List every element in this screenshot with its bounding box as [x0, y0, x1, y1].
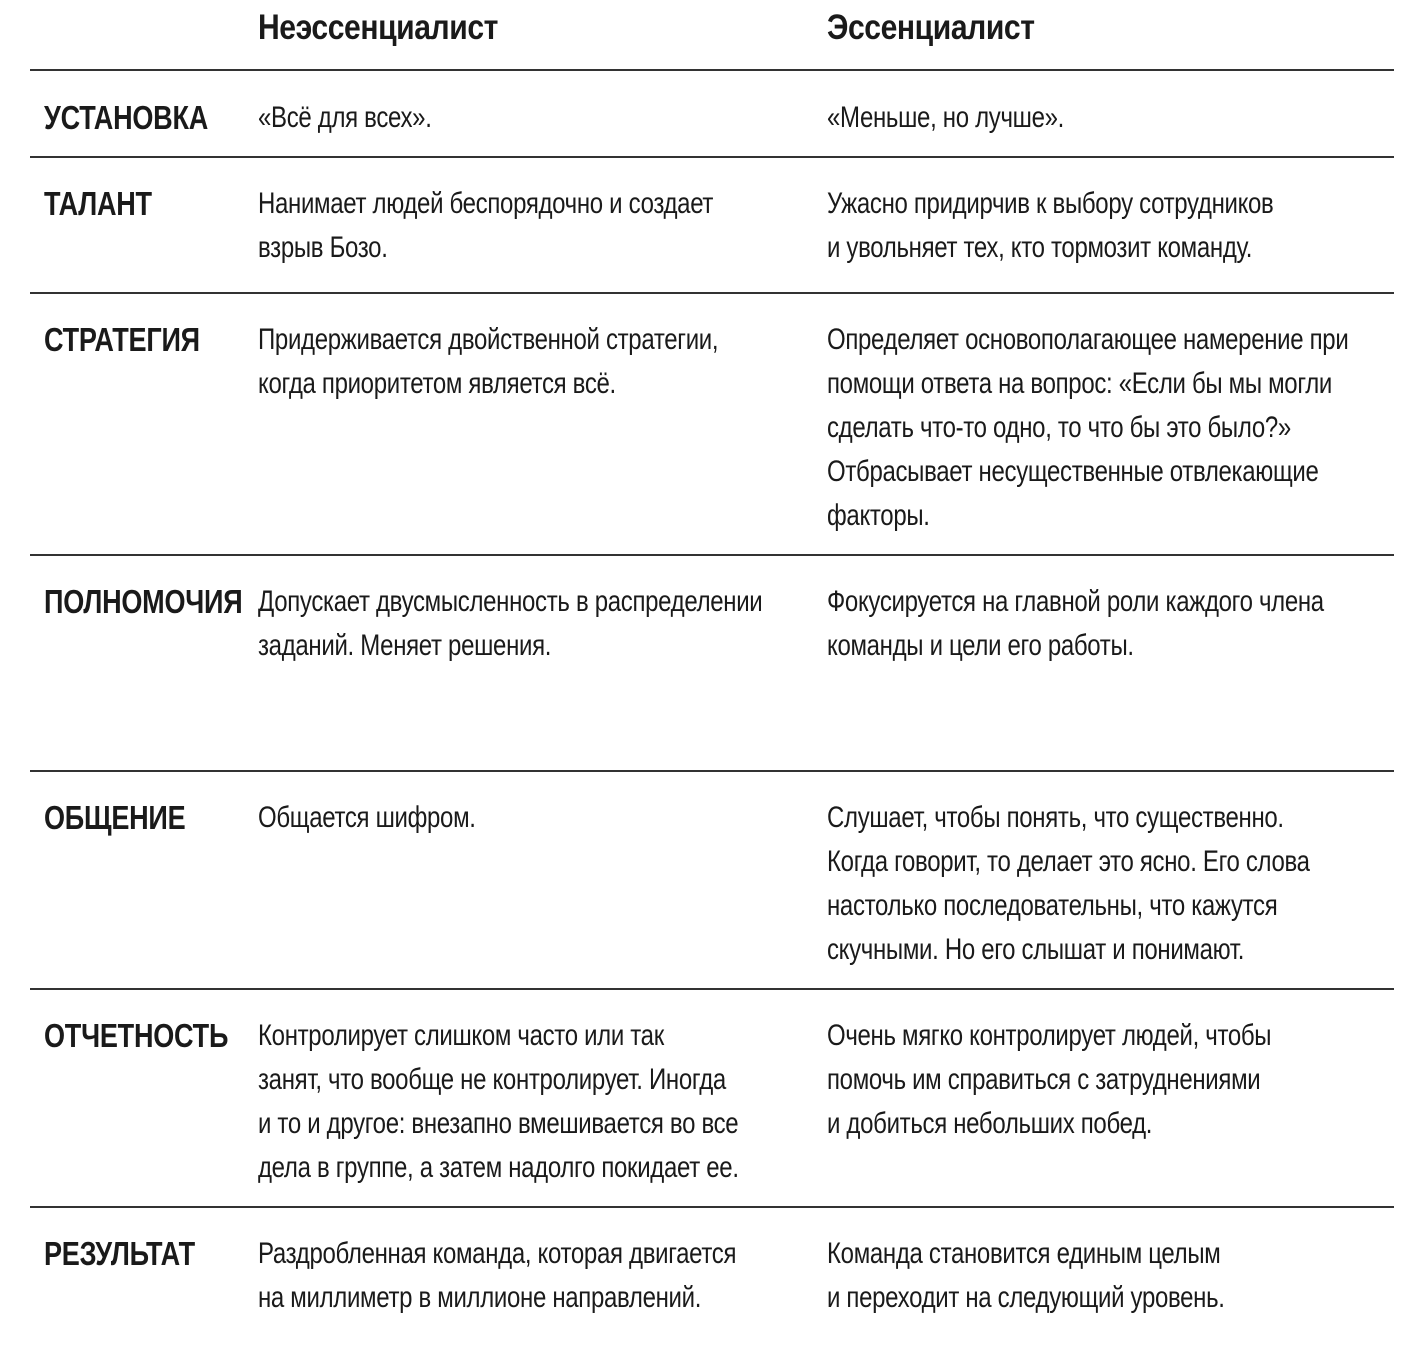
cell-nonessentialist-accountability: [258, 1014, 739, 1190]
text-line: скучными. Но его слышат и понимают.: [827, 933, 1245, 966]
text-line: команды и цели его работы.: [827, 629, 1134, 662]
cell-essentialist-empowerment: [827, 580, 1324, 668]
text-line: Ужасно придирчив к выбору сотрудников: [827, 187, 1274, 220]
row-label-result: РЕЗУЛЬТАТ: [44, 1235, 195, 1272]
cell-essentialist-communication: [827, 796, 1310, 972]
text-line: Фокусируется на главной роли каждого члена: [827, 585, 1324, 618]
cell-nonessentialist-communication: [258, 796, 476, 840]
divider: [30, 292, 1394, 294]
divider: [30, 554, 1394, 556]
divider: [30, 770, 1394, 772]
text-line: Определяет основополагающее намерение при: [827, 323, 1349, 356]
text-line: помощи ответа на вопрос: «Если бы мы могли: [827, 367, 1333, 400]
cell-nonessentialist-mindset: [258, 96, 432, 140]
row-label-empowerment: ПОЛНОМОЧИЯ: [44, 583, 243, 620]
row-label-strategy: СТРАТЕГИЯ: [44, 321, 200, 358]
divider: [30, 988, 1394, 990]
row-label-mindset: УСТАНОВКА: [44, 99, 209, 136]
text-line: когда приоритетом является всё.: [258, 367, 616, 400]
text-line: заданий. Меняет решения.: [258, 629, 552, 662]
text-line: и переходит на следующий уровень.: [827, 1281, 1225, 1314]
cell-essentialist-result: [827, 1232, 1225, 1320]
text-line: и добиться небольших побед.: [827, 1107, 1153, 1140]
cell-nonessentialist-empowerment: [258, 580, 762, 668]
divider: [30, 1206, 1394, 1208]
text-line: Слушает, чтобы понять, что существенно.: [827, 801, 1284, 834]
text-line: факторы.: [827, 499, 930, 532]
cell-nonessentialist-talent: [258, 182, 713, 270]
cell-essentialist-talent: [827, 182, 1274, 270]
text-line: «Всё для всех».: [258, 101, 432, 134]
header-nonessentialist: Неэссенциалист: [258, 8, 498, 47]
text-line: и то и другое: внезапно вмешивается во все: [258, 1107, 739, 1140]
text-line: Отбрасывает несущественные отвлекающие: [827, 455, 1319, 488]
cell-essentialist-strategy: [827, 318, 1348, 538]
text-line: Допускает двусмысленность в распределении: [258, 585, 763, 618]
text-line: Нанимает людей беспорядочно и создает: [258, 187, 714, 220]
text-line: Очень мягко контролирует людей, чтобы: [827, 1019, 1272, 1052]
text-line: взрыв Бозо.: [258, 231, 388, 264]
text-line: занят, что вообще не контролирует. Иногда: [258, 1063, 726, 1096]
text-line: Общается шифром.: [258, 801, 476, 834]
header-essentialist: Эссенциалист: [827, 8, 1035, 47]
text-line: Когда говорит, то делает это ясно. Его слова: [827, 845, 1310, 878]
text-line: помочь им справиться с затруднениями: [827, 1063, 1261, 1096]
text-line: Придерживается двойственной стратегии,: [258, 323, 719, 356]
text-line: Контролирует слишком часто или так: [258, 1019, 664, 1052]
cell-essentialist-accountability: [827, 1014, 1271, 1146]
cell-nonessentialist-strategy: [258, 318, 718, 406]
text-line: «Меньше, но лучше».: [827, 101, 1064, 134]
text-line: на миллиметр в миллионе направлений.: [258, 1281, 702, 1314]
cell-nonessentialist-result: [258, 1232, 736, 1320]
text-line: сделать что-то одно, то что бы это было?»: [827, 411, 1291, 444]
cell-essentialist-mindset: [827, 96, 1064, 140]
divider: [30, 156, 1394, 158]
text-line: Команда становится единым целым: [827, 1237, 1221, 1270]
row-label-communication: ОБЩЕНИЕ: [44, 799, 186, 836]
text-line: дела в группе, а затем надолго покидает ее.: [258, 1151, 739, 1184]
text-line: и увольняет тех, кто тормозит команду.: [827, 231, 1253, 264]
text-line: Раздробленная команда, которая двигается: [258, 1237, 737, 1270]
divider: [30, 69, 1394, 71]
row-label-talent: ТАЛАНТ: [44, 185, 152, 222]
row-label-accountability: ОТЧЕТНОСТЬ: [44, 1017, 229, 1054]
text-line: настолько последовательны, что кажутся: [827, 889, 1278, 922]
